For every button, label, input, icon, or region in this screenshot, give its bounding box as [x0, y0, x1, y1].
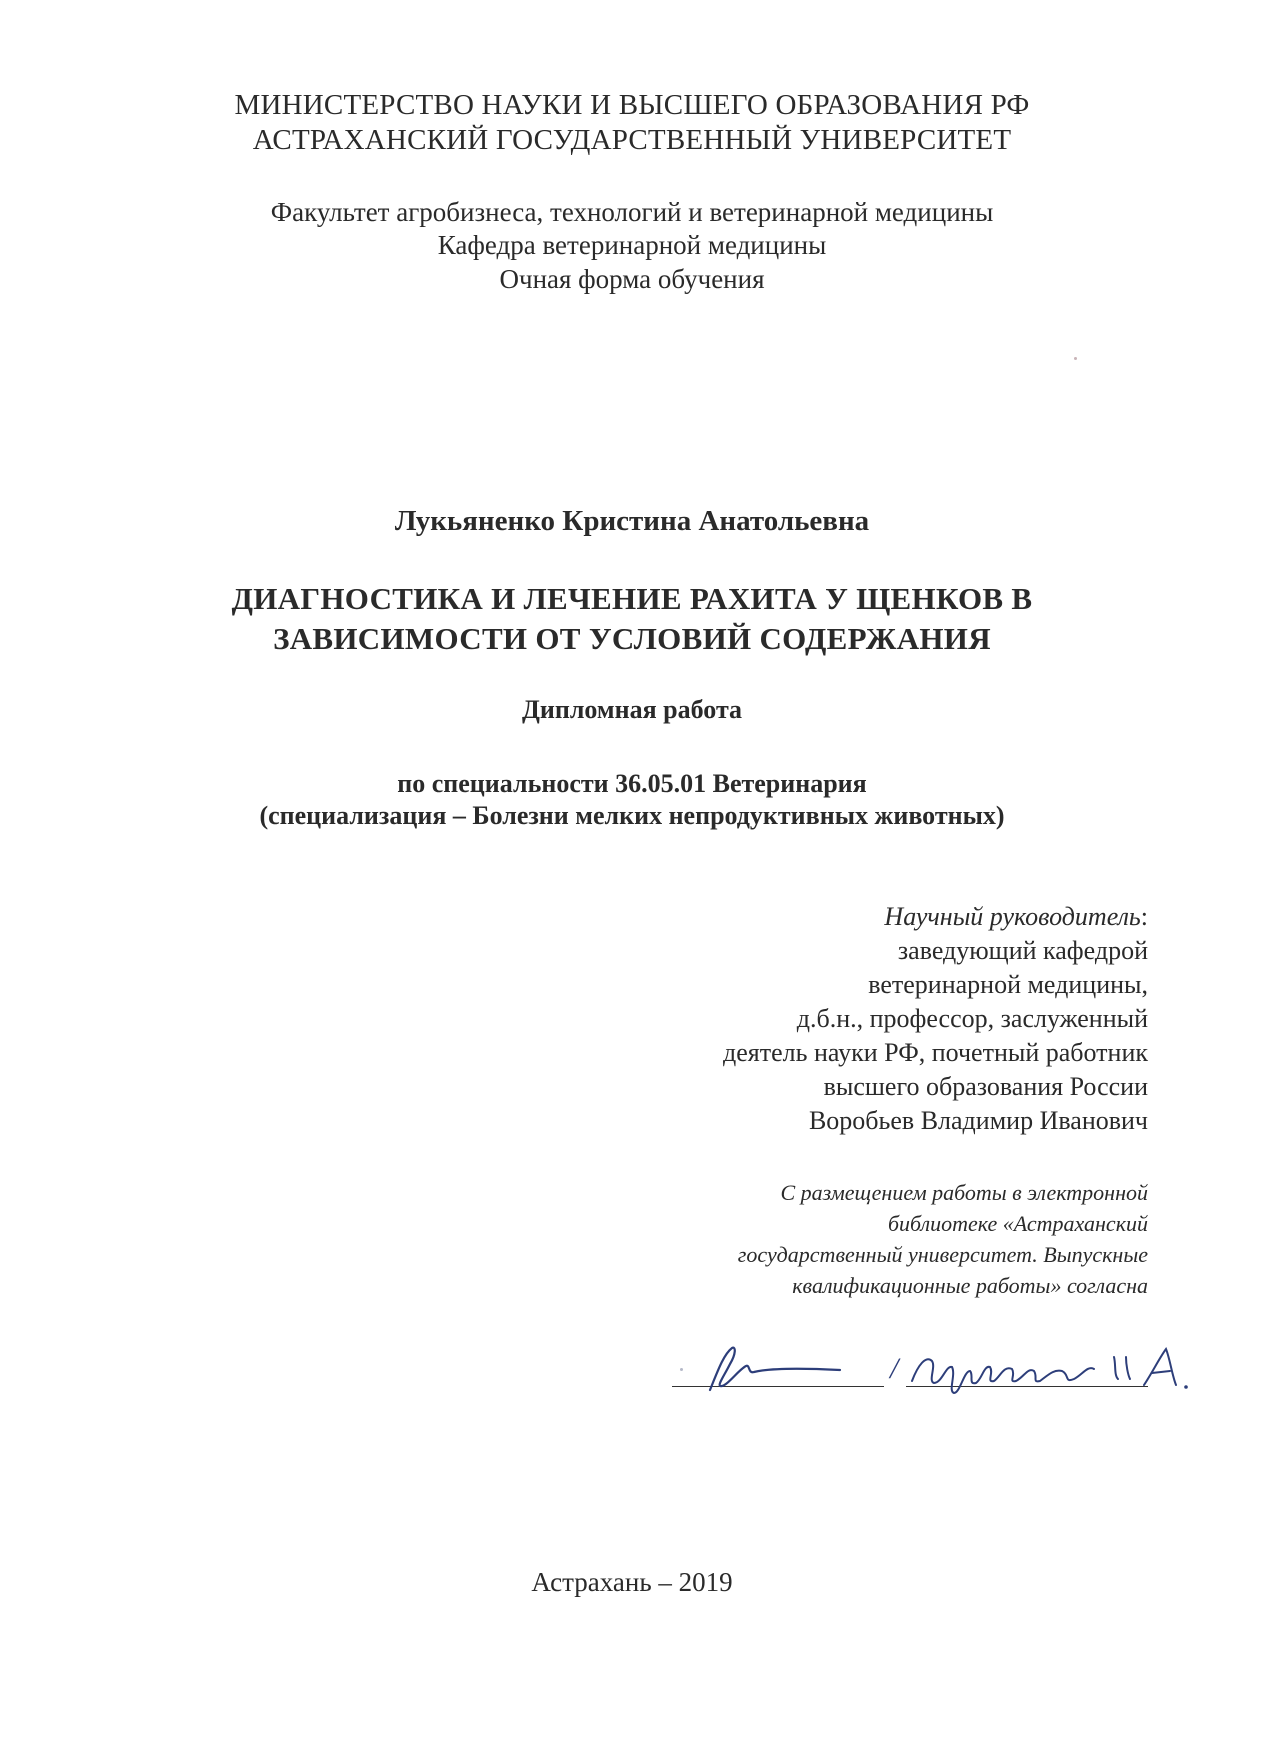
handwritten-signature-icon: [690, 1340, 850, 1400]
consent-line: государственный университет. Выпускные: [737, 1242, 1148, 1267]
city-year: Астрахань – 2019: [531, 1567, 733, 1597]
supervisor-line: высшего образования России: [823, 1072, 1148, 1101]
work-type: Дипломная работа: [521, 695, 743, 724]
consent-line: квалификационные работы» согласна: [792, 1273, 1148, 1298]
supervisor-line: заведующий кафедрой: [897, 936, 1148, 965]
supervisor-line: деятель науки РФ, почетный работник: [723, 1038, 1148, 1067]
supervisor-line: ветеринарной медицины,: [868, 970, 1148, 999]
department-name: Кафедра ветеринарной медицины: [437, 230, 827, 260]
specialty-line-1: по специальности 36.05.01 Ветеринария: [397, 769, 867, 798]
signature-separator: /: [890, 1352, 899, 1385]
ministry-name: МИНИСТЕРСТВО НАУКИ И ВЫСШЕГО ОБРАЗОВАНИЯ РФ: [234, 89, 1030, 121]
scan-speck: [680, 1368, 683, 1371]
supervisor-label-colon: :: [1140, 902, 1148, 931]
thesis-title-line-1: ДИАГНОСТИКА И ЛЕЧЕНИЕ РАХИТА У ЩЕНКОВ В: [231, 581, 1033, 616]
supervisor-label: [884, 902, 1148, 932]
handwritten-name-icon: [904, 1335, 1204, 1405]
supervisor-name: Воробьев Владимир Иванович: [808, 1106, 1148, 1135]
scan-speck: [1074, 357, 1077, 360]
faculty-name: Факультет агробизнеса, технологий и ветеринарной медицины: [270, 197, 994, 227]
consent-line: библиотеке «Астраханский: [887, 1211, 1148, 1236]
supervisor-label-text: Научный руководитель: [884, 902, 1141, 931]
university-name: АСТРАХАНСКИЙ ГОСУДАРСТВЕННЫЙ УНИВЕРСИТЕТ: [252, 124, 1012, 156]
specialty-line-2: (специализация – Болезни мелких непродуктивных животных): [259, 801, 1005, 830]
thesis-title-line-2: ЗАВИСИМОСТИ ОТ УСЛОВИЙ СОДЕРЖАНИЯ: [273, 621, 991, 656]
supervisor-line: д.б.н., профессор, заслуженный: [796, 1004, 1148, 1033]
study-form: Очная форма обучения: [499, 264, 765, 294]
author-name: Лукьяненко Кристина Анатольевна: [394, 505, 870, 537]
consent-line: С размещением работы в электронной: [780, 1180, 1148, 1205]
